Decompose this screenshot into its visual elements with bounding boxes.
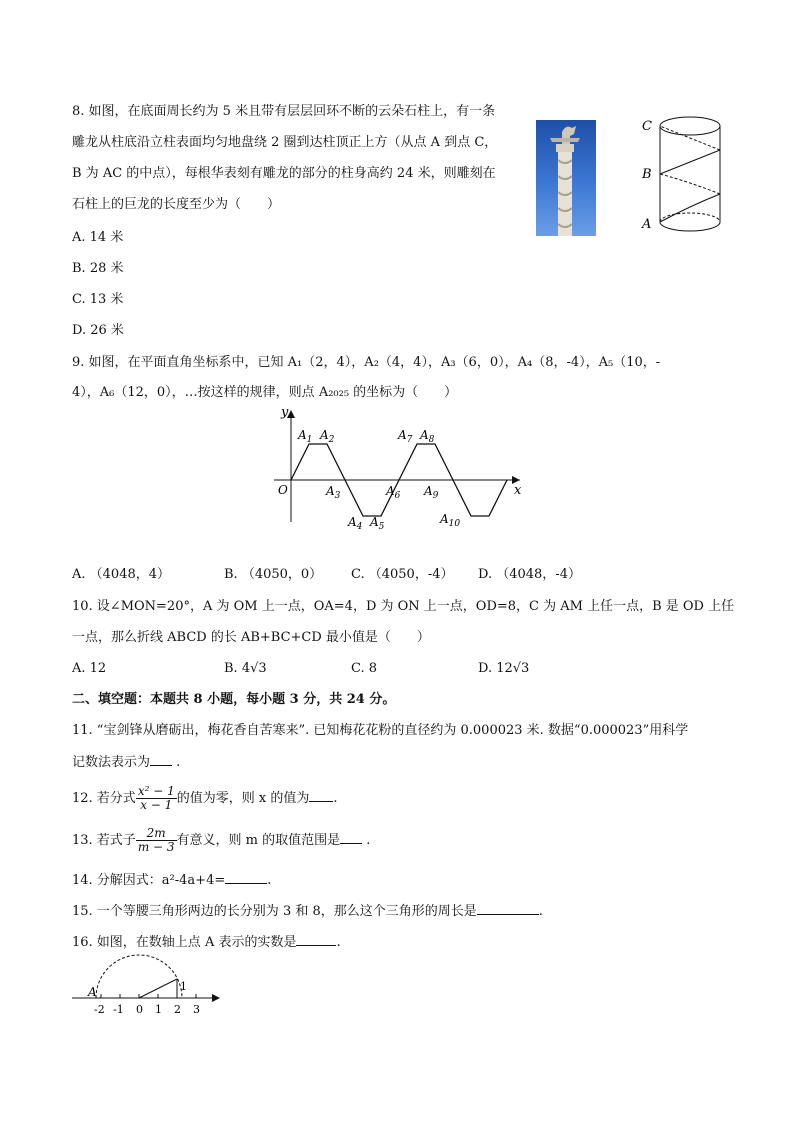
q16-height-label: 1 bbox=[180, 980, 187, 993]
q14-line: 14. 分解因式：a²-4a+4= . bbox=[72, 873, 272, 888]
q16-tick-label: 0 bbox=[136, 1003, 143, 1016]
q10-option-d: D. 12√3 bbox=[478, 661, 530, 676]
q16-point-a: A bbox=[88, 985, 97, 999]
q9-label-a7: $A_7$ bbox=[398, 428, 413, 445]
q9-option-a: A. （4048，4） bbox=[72, 567, 171, 582]
q9-option-c: C. （4050，-4） bbox=[351, 567, 454, 582]
q15-text: 15. 一个等腰三角形两边的长分别为 3 和 8，那么这个三角形的周长是 bbox=[72, 904, 477, 919]
q9-axis-x: x bbox=[514, 483, 522, 498]
q9-label-a3: $A_3$ bbox=[326, 484, 341, 501]
q9-label-a4: $A_4$ bbox=[348, 515, 363, 532]
q12-denominator: x − 1 bbox=[140, 798, 173, 812]
q8-option-b: B. 28 米 bbox=[72, 261, 124, 276]
q14-answer-blank[interactable] bbox=[225, 871, 267, 884]
q15-line: 15. 一个等腰三角形两边的长分别为 3 和 8，那么这个三角形的周长是 . bbox=[72, 904, 543, 919]
q9-label-a2: $A_2$ bbox=[320, 428, 335, 445]
q9-line-1: 9. 如图，在平面直角坐标系中，已知 A₁（2，4），A₂（4，4），A₃（6，0），A₄（8，-4），A₅（10，- bbox=[72, 355, 661, 370]
q12-post: 的值为零，则 x 的值为 bbox=[176, 791, 310, 806]
q8-line-4: 石柱上的巨龙的长度至少为（ ） bbox=[72, 197, 281, 212]
section-2-heading: 二、填空题：本题共 8 小题，每小题 3 分，共 24 分。 bbox=[72, 692, 396, 707]
q9-coordinate-graph bbox=[264, 402, 534, 534]
q16-tick-label: -2 bbox=[94, 1003, 105, 1016]
q10-option-a: A. 12 bbox=[72, 661, 107, 676]
q9-label-a10: $A_{10}$ bbox=[440, 512, 461, 529]
cylinder-label-b: B bbox=[642, 167, 652, 182]
q8-line-1: 8. 如图，在底面周长约为 5 米且带有层层回环不断的云朵石柱上，有一条 bbox=[72, 104, 496, 119]
q14-text: 14. 分解因式：a²-4a+4= bbox=[72, 873, 226, 888]
q9-label-a6: $A_6$ bbox=[386, 484, 401, 501]
cylinder-label-a: A bbox=[642, 217, 652, 232]
q9-label-a5: $A_5$ bbox=[370, 515, 385, 532]
q9-label-a8: $A_8$ bbox=[420, 428, 435, 445]
q10-option-c: C. 8 bbox=[351, 661, 378, 676]
q16-tick-label: -1 bbox=[113, 1003, 124, 1016]
q8-line-3: B 为 AC 的中点），每根华表刻有雕龙的部分的柱身高约 24 米，则雕刻在 bbox=[72, 166, 496, 181]
q12-numerator: x² − 1 bbox=[137, 784, 175, 798]
q10-option-b: B. 4√3 bbox=[224, 661, 267, 676]
q12-line: 12. 若分式 $\frac{\text{x² − 1}}{x - 1}$ 的值为零，则 x 的值为 . bbox=[72, 784, 338, 812]
q13-post: 有意义，则 m 的取值范围是 bbox=[176, 833, 341, 848]
q9-line-2: 4），A₆（12，0），…按这样的规律，则点 A₂₀₂₅ 的坐标为（ ） bbox=[72, 385, 458, 400]
q15-answer-blank[interactable] bbox=[477, 902, 539, 915]
q11-answer-blank[interactable] bbox=[150, 753, 172, 766]
q11-line-1: 11. “宝剑锋从磨砺出，梅花香自苦寒来”. 已知梅花花粉的直径约为 0.000023 米. 数据“0.000023”用科学 bbox=[72, 723, 689, 738]
q13-answer-blank[interactable] bbox=[340, 831, 362, 844]
q9-option-b: B. （4050，0） bbox=[224, 567, 323, 582]
q9-axis-y: y bbox=[281, 405, 289, 420]
q8-line-2: 雕龙从柱底沿立柱表面均匀地盘绕 2 圈到达柱顶正上方（从点 A 到点 C， bbox=[72, 135, 498, 150]
cylinder-label-c: C bbox=[642, 119, 652, 134]
q9-origin: O bbox=[278, 483, 288, 497]
q13-pre: 13. 若式子 bbox=[72, 833, 136, 848]
q13-denominator: m − 3 bbox=[137, 840, 175, 854]
q13-line: 13. 若式子 $\frac{2m}{m - 3}$ 有意义，则 m 的取值范围是 . bbox=[72, 826, 371, 854]
q10-line-2: 一点，那么折线 ABCD 的长 AB+BC+CD 最小值是（ ） bbox=[72, 630, 430, 645]
q9-option-d: D. （4048，-4） bbox=[478, 567, 581, 582]
q12-fraction bbox=[136, 785, 177, 812]
q13-numerator: 2m bbox=[136, 827, 177, 841]
q9-label-a9: $A_9$ bbox=[424, 484, 439, 501]
q16-tick-label: 2 bbox=[174, 1003, 181, 1016]
q11-line-2-text: 记数法表示为 bbox=[72, 755, 151, 770]
q16-tick-label: 3 bbox=[193, 1003, 200, 1016]
q8-option-c: C. 13 米 bbox=[72, 292, 124, 307]
q16-number-line bbox=[70, 952, 230, 1018]
q16-text: 16. 如图，在数轴上点 A 表示的实数是 bbox=[72, 935, 297, 950]
huabiao-photo bbox=[536, 120, 596, 236]
q16-tick-label: 1 bbox=[155, 1003, 162, 1016]
q12-answer-blank[interactable] bbox=[309, 789, 333, 802]
q13-fraction bbox=[136, 827, 177, 854]
cylinder-diagram bbox=[636, 108, 736, 240]
q11-line-2: 记数法表示为 . bbox=[72, 755, 181, 770]
q8-option-a: A. 14 米 bbox=[72, 230, 124, 245]
q10-line-1: 10. 设∠MON=20°，A 为 OM 上一点，OA=4，D 为 ON 上一点，OD=8，C 为 AM 上任一点，B 是 OD 上任 bbox=[72, 599, 735, 614]
q16-answer-blank[interactable] bbox=[296, 933, 336, 946]
q16-line: 16. 如图，在数轴上点 A 表示的实数是 . bbox=[72, 935, 341, 950]
q12-pre: 12. 若分式 bbox=[72, 791, 136, 806]
q9-label-a1: $A_1$ bbox=[298, 428, 313, 445]
q8-option-d: D. 26 米 bbox=[72, 323, 124, 338]
